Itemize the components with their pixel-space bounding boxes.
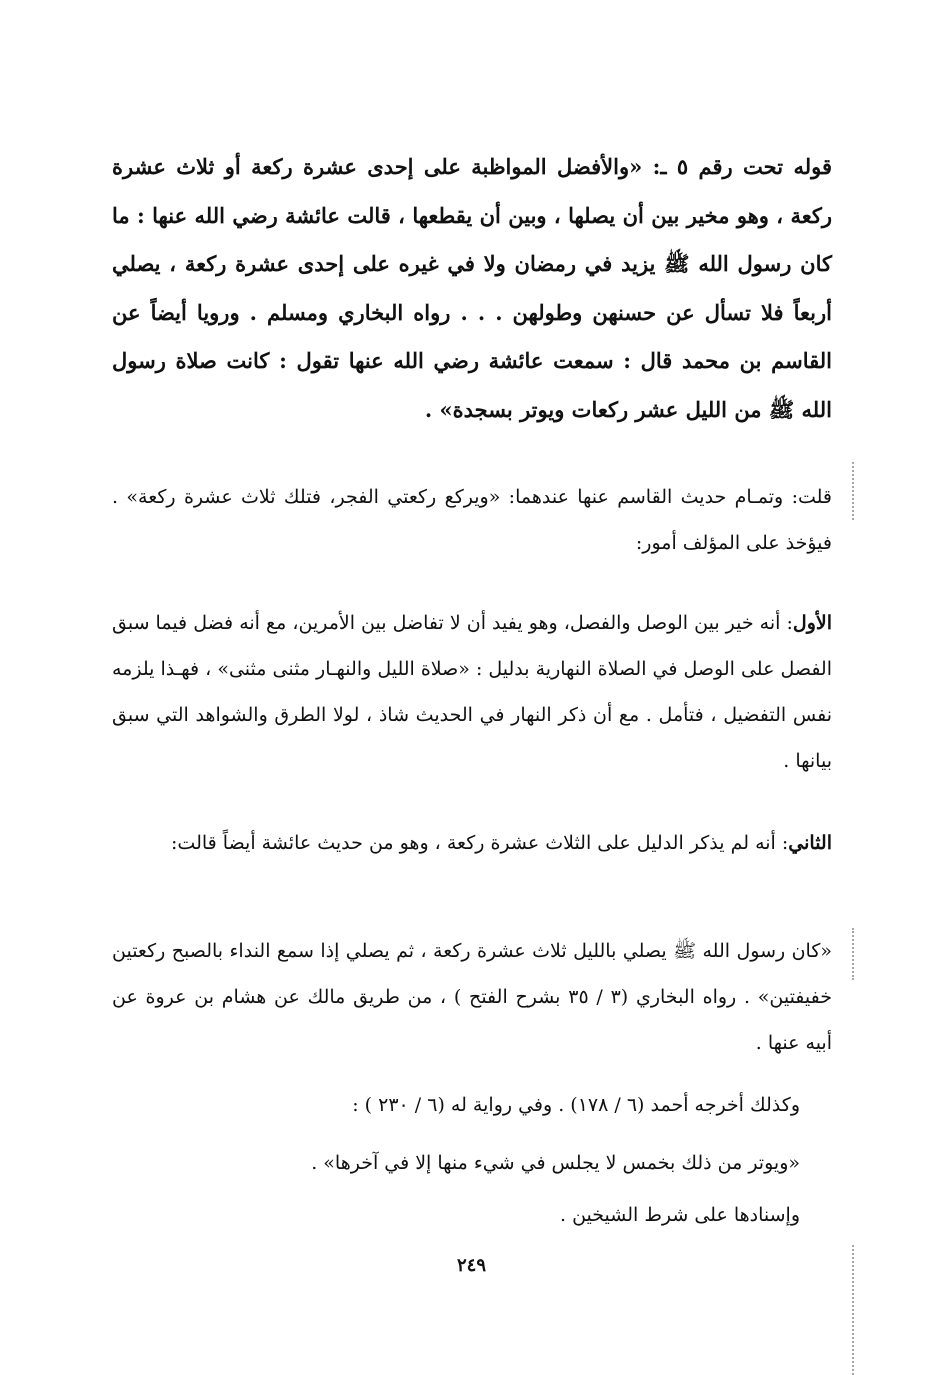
margin-dotted-rule <box>852 462 854 520</box>
page-number: ٢٤٩ <box>456 1255 486 1276</box>
ahmad-citation-line: وكذلك أخرجه أحمد (٦ / ١٧٨) . وفي رواية له (٦ / ٢٣٠ ) : <box>352 1094 800 1116</box>
point-heading-second: الثاني <box>788 832 832 854</box>
commentary-paragraph-qult: قلت: وتمـام حديث القاسم عنها عندهما: «ويركع ركعتي الفجر، فتلك ثلاث عشرة ركعة» . فيؤخذ على المؤلف أمور: <box>112 486 832 554</box>
isnad-line: وإسنادها على شرط الشيخين . <box>559 1204 800 1226</box>
witr-narration-line: «ويوتر من ذلك بخمس لا يجلس في شيء منها إلا في آخرها» . <box>311 1152 800 1174</box>
quoted-author-text: قوله تحت رقم ٥ ـ: «والأفضل المواظبة على إحدى عشرة ركعة أو ثلاث عشرة ركعة ، وهو مخير بين أن يصلها ، وبين أن يقطعها ، قالت عائشة رضي الله عنها : ما كان رسول الله ﷺ يزيد في رمضان ولا في غيره على إحدى عشرة ركعة ، يصلي أربعاً فلا تسأل عن حسنهن وطولهن . . . رواه البخاري ومسلم . ورويا أيضاً عن القاسم بن محمد قال : سمعت عائشة رضي الله عنها تقول : كانت صلاة رسول الله ﷺ من الليل عشر ركعات ويوتر بسجدة» . <box>112 154 833 422</box>
point-heading-first: الأول <box>792 612 832 634</box>
commentary-paragraph-first-point <box>112 600 832 784</box>
hadith-quotation-paragraph: «كان رسول الله ﷺ يصلي بالليل ثلاث عشرة ركعة ، ثم يصلي إذا سمع النداء بالصبح ركعتين خفيفتين» . رواه البخاري (٣ / ٣٥ بشرح الفتح ) ، من طريق مالك عن هشام بن عروة عن أبيه عنها . <box>112 940 833 1054</box>
point-body-first: : أنه خير بين الوصل والفصل، وهو يفيد أن لا تفاضل بين الأمرين، مع أنه فضل فيما سبق الفصل على الوصل في الصلاة النهارية بدليل : «صلاة الليل والنهـار مثنى مثنى» ، فهـذا يلزمه نفس التفضيل ، فتأمل . مع أن ذكر النهار في الحديث شاذ ، لولا الطرق والشواهد التي سبق بيانها . <box>112 612 832 772</box>
commentary-paragraph-second-point <box>112 820 832 866</box>
point-body-second: : أنه لم يذكر الدليل على الثلاث عشرة ركعة ، وهو من حديث عائشة أيضاً قالت: <box>171 832 789 854</box>
margin-dotted-rule <box>852 928 854 980</box>
